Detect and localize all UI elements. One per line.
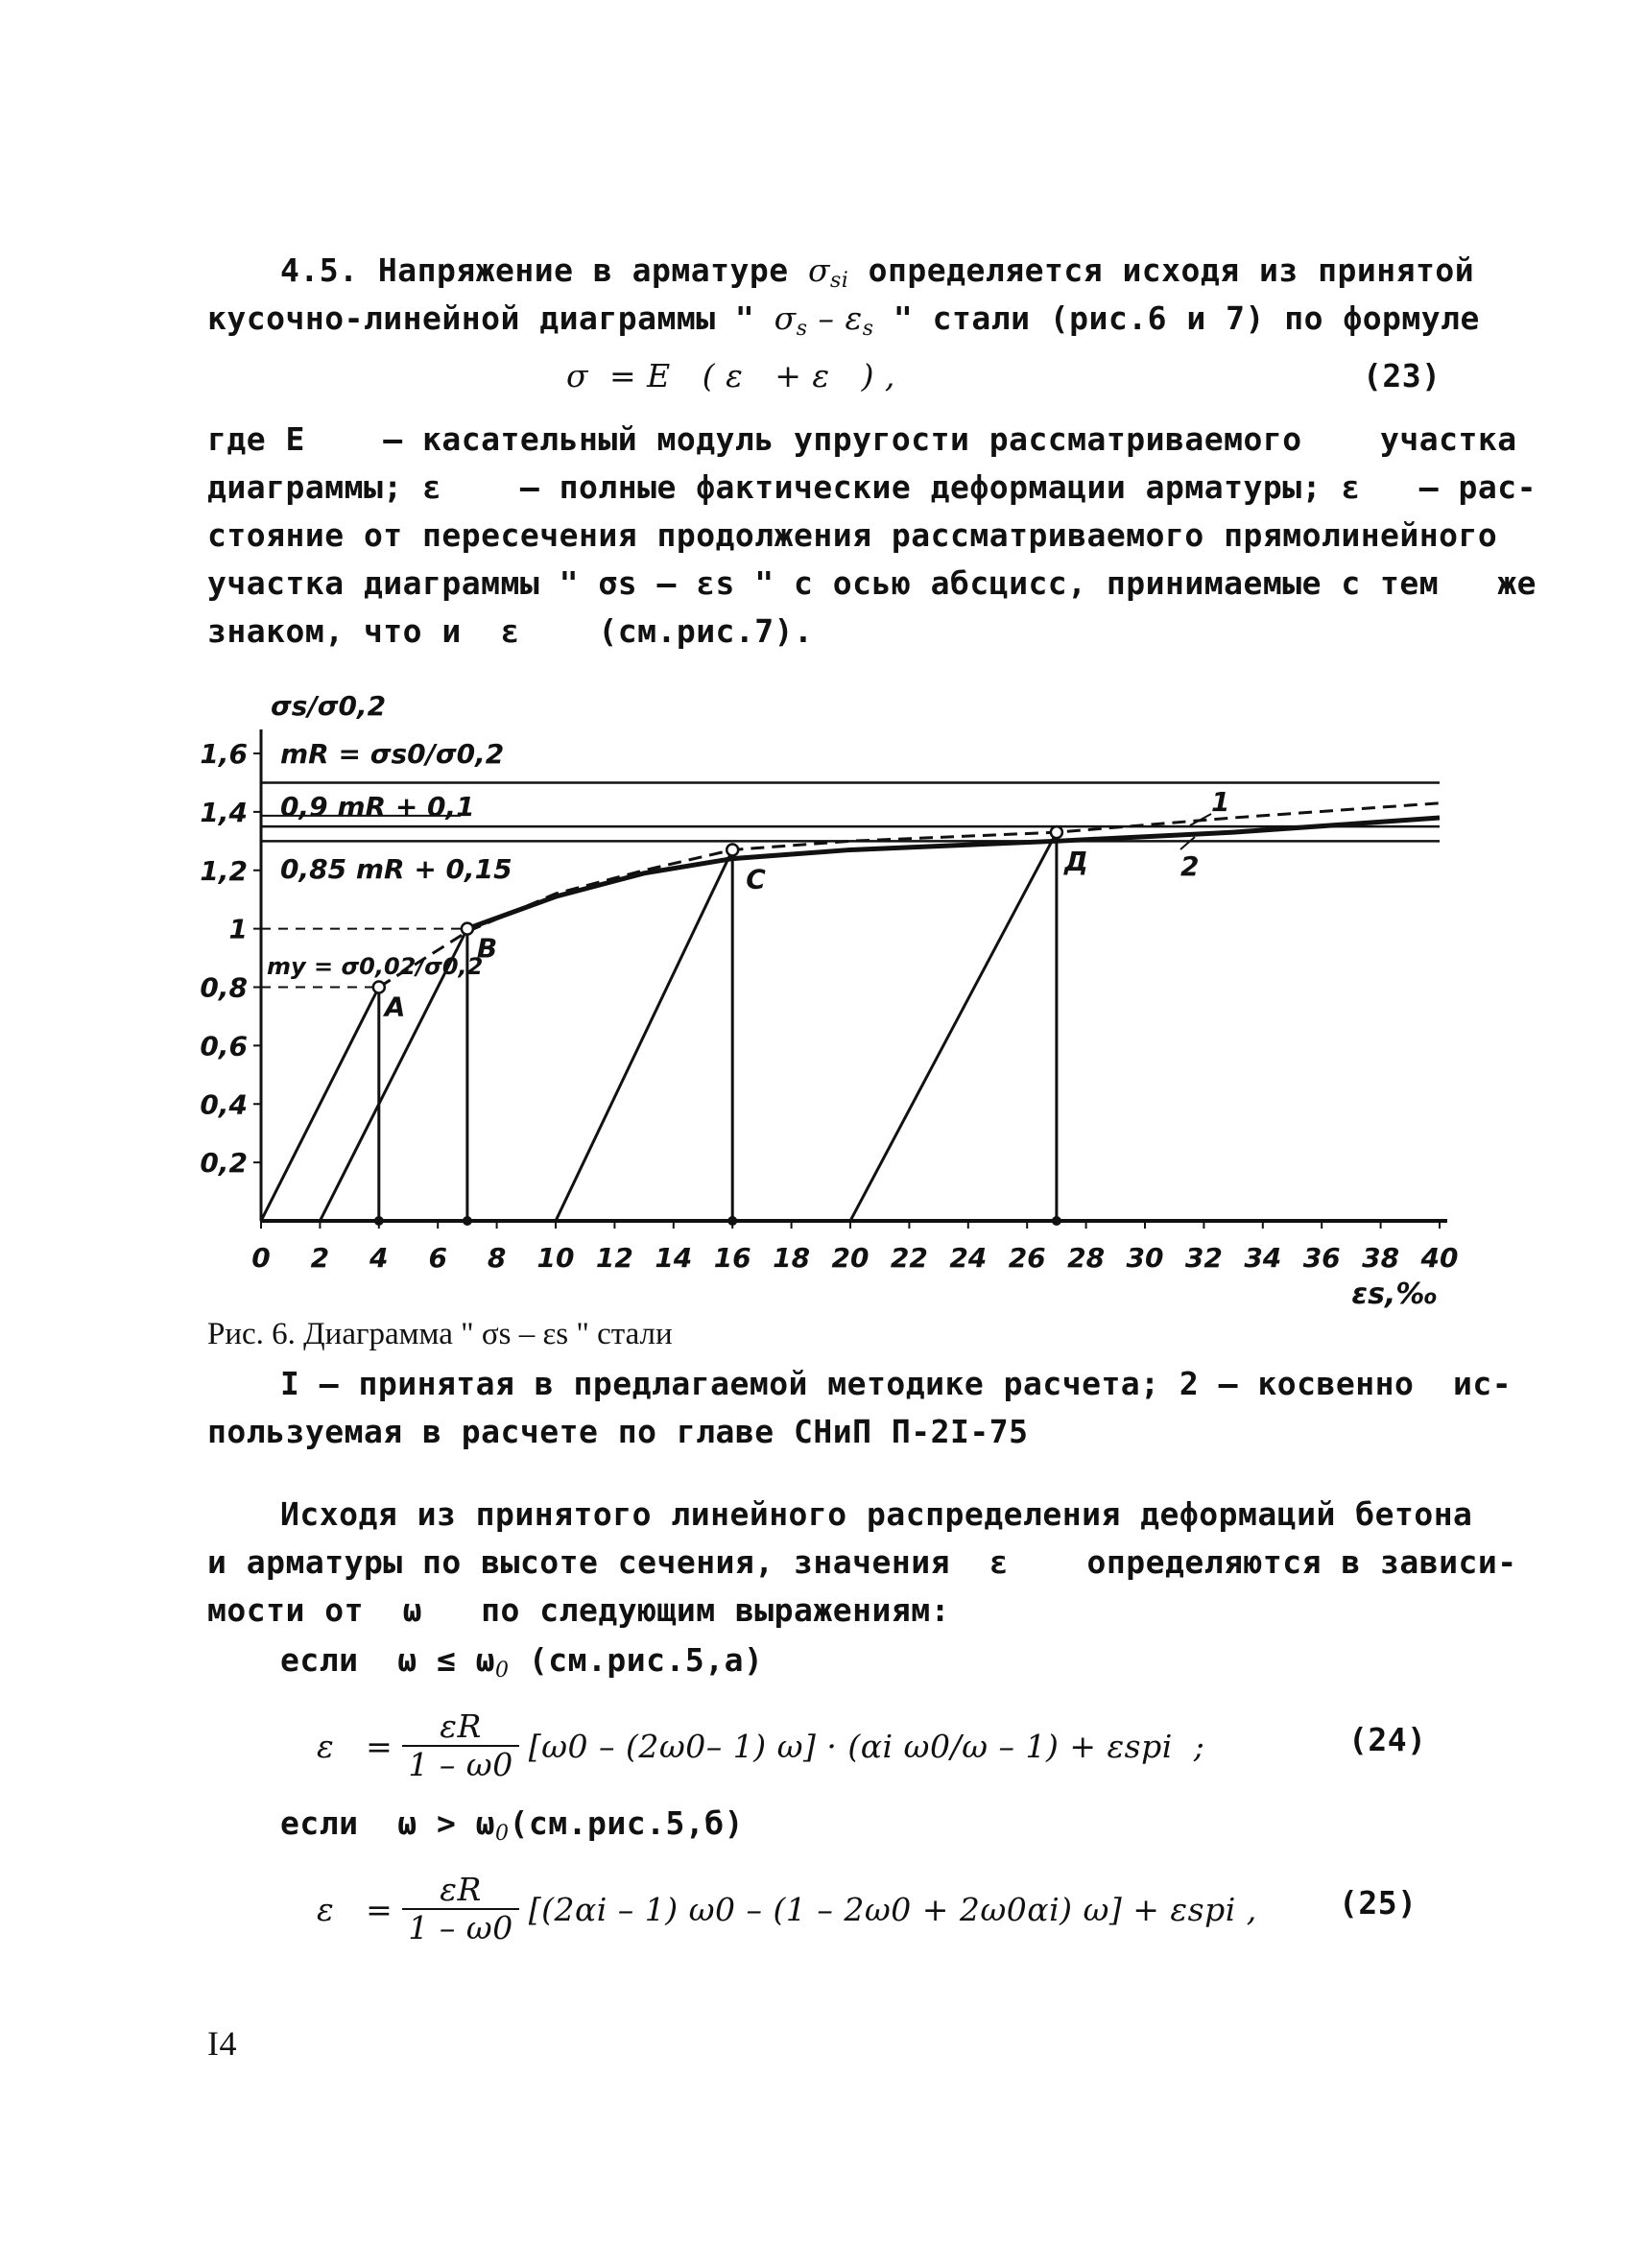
- where-line-1: где E – касательный модуль упругости рассматриваемого участка: [207, 420, 1517, 458]
- where-line-3: стояние от пересечения продолжения рассматриваемого прямолинейного: [207, 516, 1498, 554]
- where-line-5: знаком, что и ε (см.рис.7).: [207, 612, 814, 650]
- formula-23-number: (23): [1363, 357, 1441, 394]
- curve-label-2: 2: [1180, 850, 1200, 882]
- my-label: my = σ0,02/σ0,2: [267, 953, 484, 980]
- formula-25: ε = $\frac{\varepsilon R}{1 - \omega 0}$ [(2αi – 1) ω0 – (1 – 2ω0 + 2ω0αi) ω] + εspi ,: [317, 1871, 1257, 1946]
- formula-25-number: (25): [1339, 1884, 1418, 1922]
- y-tick-label: 0,4: [200, 1088, 248, 1121]
- x-tick-label: 28: [1067, 1242, 1106, 1274]
- point-Д: [1051, 826, 1062, 838]
- unloading-line: [850, 832, 1057, 1221]
- axis-dot: [727, 1216, 737, 1226]
- axis-dot: [374, 1216, 384, 1226]
- point-label: A: [384, 991, 406, 1023]
- x-tick-label: 22: [890, 1242, 928, 1274]
- body-line-3: мости от ω по следующим выражениям:: [207, 1591, 950, 1629]
- y-tick-label: 0,2: [200, 1147, 248, 1180]
- y-tick-label: 0,8: [200, 971, 248, 1004]
- where-line-2: диаграммы; ε – полные фактические деформации арматуры; ε – рас-: [207, 468, 1537, 506]
- condition-2: если $\omega > \omega_0(см.рис.5,б)$: [280, 1804, 744, 1846]
- x-tick-label: 40: [1420, 1242, 1459, 1274]
- x-tick-label: 24: [949, 1242, 988, 1274]
- unloading-line: [556, 849, 732, 1221]
- x-tick-label: 0: [251, 1242, 271, 1274]
- x-tick-label: 38: [1362, 1242, 1400, 1274]
- body-line-2: и арматуры по высоте сечения, значения ε определяются в зависи-: [207, 1543, 1517, 1581]
- formula-24-fraction: $\frac{\varepsilon R}{1 - \omega 0}$: [402, 1708, 518, 1783]
- formula-25-fraction: $\frac{\varepsilon R}{1 - \omega 0}$: [402, 1872, 518, 1946]
- where-line-4: участка диаграммы " σs – εs " с осью абсцисс, принимаемые с тем же: [207, 564, 1537, 602]
- y-axis-label: σs/σ0,2: [271, 690, 387, 722]
- point-label: C: [746, 863, 766, 895]
- x-tick-label: 32: [1184, 1242, 1223, 1274]
- y-tick-label: 1: [228, 913, 248, 945]
- condition-1: если $\omega \le \omega_0$ (см.рис.5,а): [280, 1641, 764, 1683]
- formula-24-number: (24): [1348, 1721, 1427, 1758]
- x-tick-label: 8: [487, 1242, 507, 1274]
- x-tick-label: 26: [1008, 1242, 1046, 1274]
- paragraph-line-1: 4.5. Напряжение в арматуре $\sigma_{si}$ определяется исходя из принятой: [280, 251, 1475, 293]
- axis-dot: [1052, 1216, 1061, 1226]
- page-number: I4: [207, 2024, 237, 2063]
- limit-line-label: mR = σs0/σ0,2: [280, 738, 505, 770]
- body-line-1: Исходя из принятого линейного распределения деформаций бетона: [280, 1495, 1473, 1533]
- x-tick-label: 20: [831, 1242, 870, 1274]
- x-tick-label: 30: [1126, 1242, 1164, 1274]
- formula-23: σ = E ( ε + ε ) ,: [566, 357, 895, 394]
- curve-label-1: 1: [1211, 786, 1230, 818]
- y-tick-label: 1,2: [200, 854, 248, 887]
- x-tick-label: 10: [536, 1242, 575, 1274]
- y-tick-label: 1,6: [200, 738, 248, 770]
- figure-caption-title: Рис. 6. Диаграмма " σs – εs " стали: [207, 1317, 673, 1351]
- paragraph-line-2: кусочно-линейной диаграммы " $\sigma_s - \varepsilon_s$ " стали (рис.6 и 7) по формуле: [207, 299, 1480, 341]
- limit-line-label: 0,9 mR + 0,1: [280, 791, 475, 823]
- point-label: Д: [1063, 846, 1088, 878]
- point-A: [373, 982, 385, 993]
- point-label: B: [476, 932, 498, 965]
- y-tick-label: 0,6: [200, 1030, 248, 1062]
- series-2-line: [467, 818, 1440, 929]
- x-tick-label: 16: [713, 1242, 751, 1274]
- point-C: [727, 844, 738, 855]
- point-B: [462, 923, 473, 935]
- limit-line-label: 0,85 mR + 0,15: [280, 853, 512, 885]
- figure-caption-line-2: пользуемая в расчете по главе СНиП П-2I-75: [207, 1413, 1029, 1450]
- axis-dot: [463, 1216, 472, 1226]
- figure-caption-line-1: I – принятая в предлагаемой методике расчета; 2 – косвенно ис-: [280, 1365, 1513, 1402]
- unloading-line: [261, 988, 379, 1222]
- x-tick-label: 36: [1302, 1242, 1341, 1274]
- x-tick-label: 14: [655, 1242, 693, 1274]
- x-tick-label: 34: [1244, 1242, 1282, 1274]
- x-tick-label: 2: [310, 1242, 330, 1274]
- x-axis-label: εs,‰: [1351, 1277, 1438, 1311]
- x-tick-label: 6: [428, 1242, 447, 1274]
- curve-leader-2: [1180, 837, 1195, 849]
- y-tick-label: 1,4: [200, 796, 248, 828]
- x-tick-label: 18: [773, 1242, 811, 1274]
- formula-24: ε = $\frac{\varepsilon R}{1 - \omega 0}$ [ω0 – (2ω0– 1) ω] · (αi ω0/ω – 1) + εspi ;: [317, 1707, 1205, 1783]
- x-tick-label: 12: [595, 1242, 633, 1274]
- x-tick-label: 4: [369, 1242, 389, 1274]
